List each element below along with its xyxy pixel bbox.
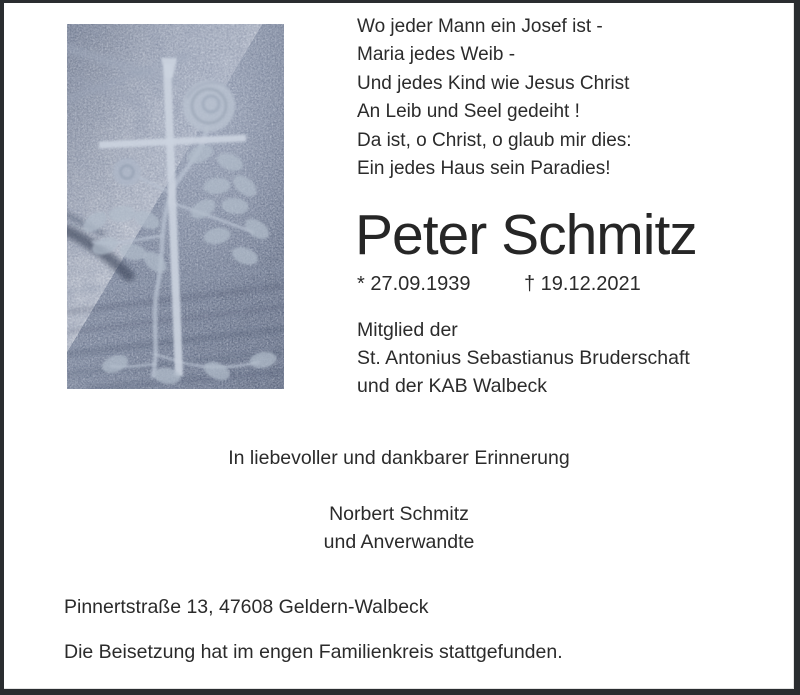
birth-date: * 27.09.1939 bbox=[357, 273, 471, 295]
death-date: † 19.12.2021 bbox=[524, 273, 641, 295]
membership-line: St. Antonius Sebastianus Bruderschaft bbox=[357, 347, 690, 370]
engraved-rose-large bbox=[183, 80, 235, 132]
memorial-photo bbox=[67, 24, 284, 389]
mourner-name: Norbert Schmitz bbox=[329, 503, 469, 525]
engraved-rose-small bbox=[113, 158, 141, 186]
membership-line: Mitglied der bbox=[357, 319, 458, 341]
deceased-name: Peter Schmitz bbox=[355, 203, 697, 267]
address-line: Pinnertstraße 13, 47608 Geldern-Walbeck bbox=[64, 596, 429, 618]
mourners-line: und Anverwandte bbox=[323, 530, 475, 553]
mourners-block bbox=[4, 501, 794, 556]
remembrance-line: In liebevoller und dankbarer Erinnerung bbox=[228, 447, 570, 469]
membership-line: und der KAB Walbeck bbox=[357, 375, 548, 398]
verse-line: An Leib und Seel gedeiht ! bbox=[357, 101, 580, 123]
membership-block bbox=[357, 316, 690, 401]
verse-line: Maria jedes Weib - bbox=[357, 44, 516, 66]
verse-line: Wo jeder Mann ein Josef ist - bbox=[357, 16, 603, 37]
life-dates bbox=[357, 273, 641, 296]
funeral-note: Die Beisetzung hat im engen Familienkreis stattgefunden. bbox=[64, 641, 563, 663]
verse-line: Da ist, o Christ, o glaub mir dies: bbox=[357, 129, 632, 151]
granite-photo-svg bbox=[67, 24, 284, 389]
verse-line: Ein jedes Haus sein Paradies! bbox=[357, 158, 611, 180]
verse-line: Und jedes Kind wie Jesus Christ bbox=[357, 72, 630, 94]
memorial-verse bbox=[357, 13, 632, 183]
